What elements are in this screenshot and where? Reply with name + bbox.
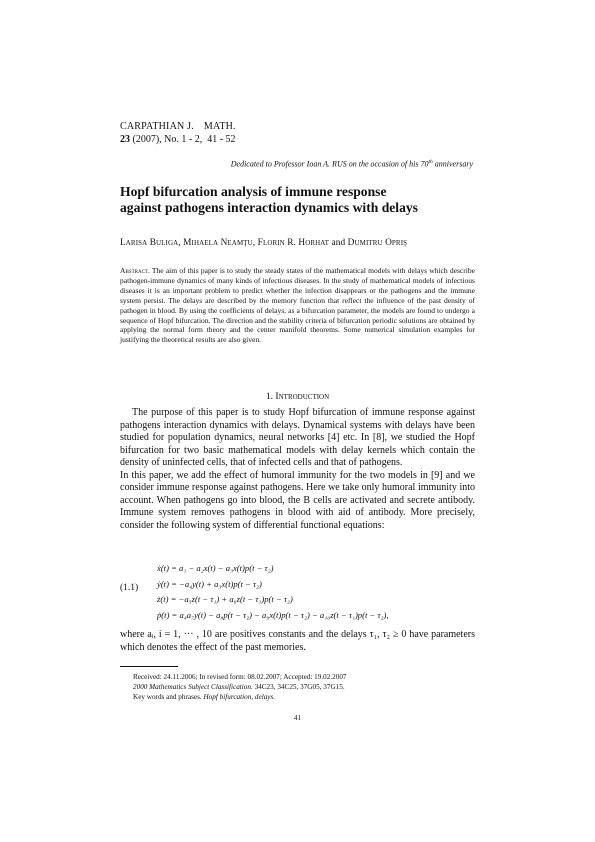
journal-pages: 41 - 52 <box>207 133 236 145</box>
dedication-superscript: th <box>428 159 433 165</box>
author-1: Larisa Buliga, <box>120 238 181 248</box>
keywords: Hopf bifurcation, delays. <box>203 692 276 701</box>
journal-volume: 23 <box>120 133 130 145</box>
equation-label: (1.1) <box>120 583 139 593</box>
received-dates: Received: 24.11.2006; In revised form: 08.02.2007; Accepted: 19.02.2007 <box>133 673 347 681</box>
journal-subject: MATH. <box>203 121 236 132</box>
journal-name: CARPATHIAN J. <box>120 121 194 132</box>
title-line-2: against pathogens interaction dynamics with delays <box>120 199 418 215</box>
author-3: Florin R. Horhat <box>257 238 330 248</box>
dedication-text-end: anniversary <box>432 159 473 169</box>
author-4: Dumitru Opriş <box>347 238 408 248</box>
section-title: Introduction <box>275 391 330 402</box>
journal-issue: (2007), No. 1 - 2, <box>132 133 203 145</box>
section-heading <box>0 391 595 402</box>
msc-line <box>133 683 347 693</box>
abstract-text: The aim of this paper is to study the steady states of the mathematical models with delays which describe pathogen-immune dynamics of many kinds of infectious diseases. In the study of mathematical models of infectious diseases it is an important problem to predict whether the infection disappears or the pathogens and the immune system persist. The delays are described by the memory function that reflect the influence of the past density of pathogen in blood. By using the coefficients of delays, as a bifurcation parameter, the models are found to undergo a sequence of Hopf bifurcation. The direction and the stability criteria of bifurcation periodic solutions are obtained by applying the normal form theory and the center manifold theorems. Some numerical simulation examples for justifying the theoretical results are also given. <box>120 266 475 345</box>
equation-system <box>157 561 389 623</box>
msc-label: 2000 Mathematics Subject Classification. <box>133 682 253 691</box>
footnote <box>133 673 347 702</box>
equation-line: ẏ(t) = −a₄y(t) + a₃x(t)p(t − τ₂) <box>157 578 262 589</box>
author-2: Mihaela Neamţu, <box>183 238 256 248</box>
abstract <box>120 266 475 345</box>
equation-line: ṗ(t) = a₄a₇y(t) − a₈p(t − τ₂) − a₉x(t)p(t − τ₂) − a₁₀z(t − τ₁)p(t − τ₂), <box>157 609 389 620</box>
title-line-1: Hopf bifurcation analysis of immune response <box>120 184 387 199</box>
abstract-label: Abstract. <box>120 266 150 275</box>
author-and: and <box>331 238 346 248</box>
msc-codes: 34C23, 34C25, 37G05, 37G15. <box>254 682 345 691</box>
intro-paragraph-2: In this paper, we add the effect of humoral immunity for the two models in [9] and we consider immune response against pathogens. Here we take only humoral immunity into account. When pathogens go into blood, the B cells are activated and secrete antibody. Immune system removes pathogens in blood with aid of antibody. More precisely, consider the following system of differential functional equations: <box>120 469 475 531</box>
where-clause: where aᵢ, i = 1, ··· , 10 are positives constants and the delays τ₁, τ₂ ≥ 0 have parameters which denotes the effect of the past memories. <box>120 629 475 653</box>
equation-line: ż(t) = −a₅z(t − τ₁) + a₆z(t − τ₁)p(t − τ₂) <box>157 594 293 604</box>
footnote-rule <box>120 666 178 667</box>
keywords-label: Key words and phrases. <box>133 692 202 701</box>
journal-header <box>120 121 236 146</box>
section-number: 1. <box>265 391 274 402</box>
author-list <box>120 238 480 248</box>
dedication <box>231 159 473 169</box>
keywords-line <box>133 693 347 703</box>
introduction-body <box>120 407 475 532</box>
equation-line: ẋ(t) = a₁ − a₂x(t) − a₃x(t)p(t − τ₂) <box>157 563 274 573</box>
page-number: 41 <box>294 714 301 722</box>
dedication-text: Dedicated to Professor Ioan A. RUS on the occasion of his 70 <box>230 159 429 169</box>
intro-paragraph-1: The purpose of this paper is to study Hopf bifurcation of immune response against pathogens interaction dynamics with delays. Dynamical systems with delays have been studied for population dynamics, neural networks [4] etc. In [8], we studied the Hopf bifurcation for two basic mathematical models with delay kernels which contain the density of uninfected cells, that of infected cells and that of pathogens. <box>120 407 475 468</box>
paper-title <box>120 184 480 215</box>
